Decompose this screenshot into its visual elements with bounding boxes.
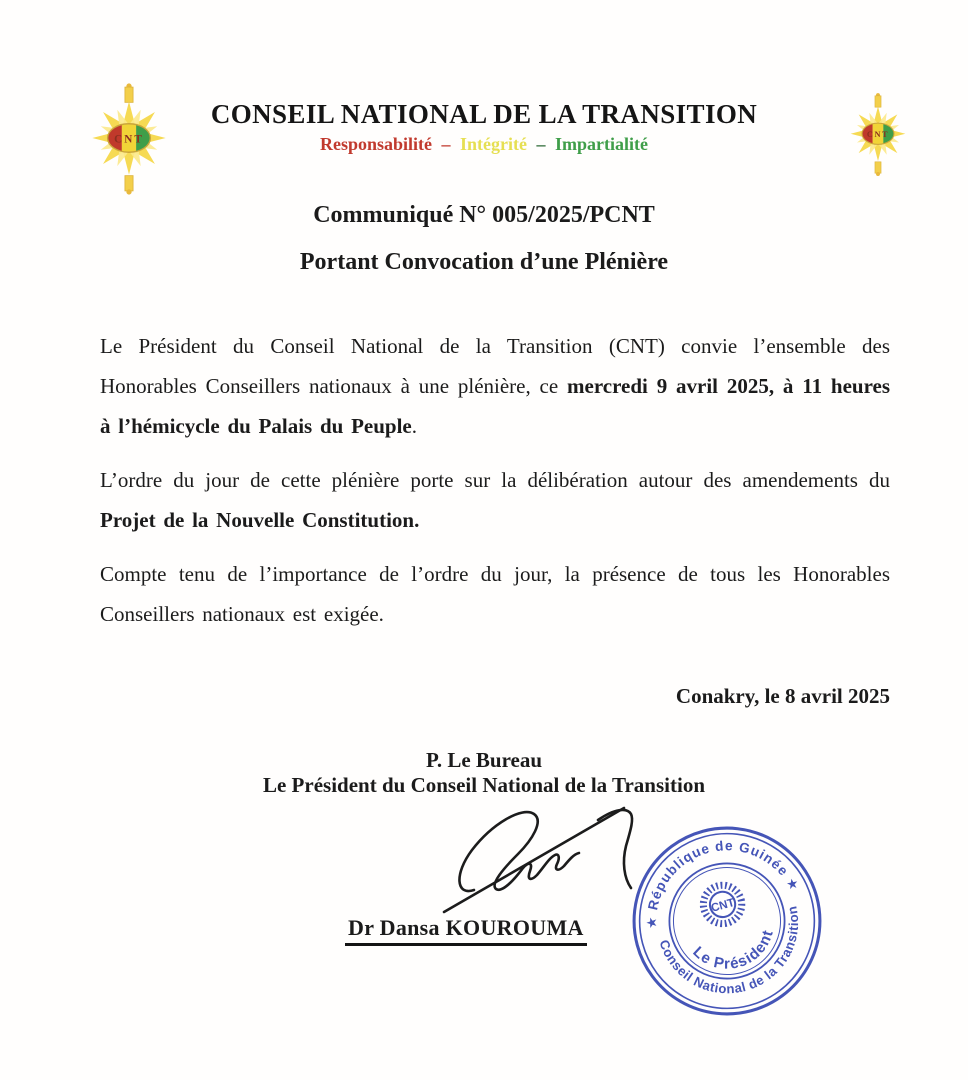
signatory-name: Dr Dansa KOUROUMA	[345, 915, 587, 946]
place-and-date: Conakry, le 8 avril 2025	[675, 684, 890, 708]
paragraph-2-text: L’ordre du jour de cette plénière porte sur la délibération autour des amendements du	[100, 468, 890, 492]
paragraph-3	[100, 554, 890, 634]
stamp-inner-title-text: Le Président	[689, 927, 777, 973]
motto-separator-1: –	[441, 134, 451, 154]
organization-title: CONSEIL NATIONAL DE LA TRANSITION	[210, 99, 758, 129]
logo-acronym: CNT	[866, 130, 890, 140]
logo-acronym: CNT	[114, 133, 144, 146]
signoff-president-title: Le Président du Conseil National de la Transition	[262, 773, 705, 797]
communique-number-title: Communiqué N° 005/2025/PCNT	[313, 202, 655, 228]
motto-impartialite: Impartialité	[555, 134, 648, 154]
paragraph-1-text: Le Président du Conseil National de la Transition (CNT) convie l’ensemble des Honorables Conseillers nationaux à une plénière, ce	[100, 334, 890, 398]
paragraph-2-bold-subject: Projet de la Nouvelle Constitution.	[100, 508, 420, 532]
paragraph-2	[100, 460, 890, 540]
stamp-bottom-arc-text: Conseil National de la Transition	[656, 904, 802, 997]
stamp-top-arc-text: ★ République de Guinée ★	[644, 838, 803, 930]
presidential-round-stamp	[626, 820, 828, 1022]
motto-responsabilite: Responsabilité	[320, 134, 433, 154]
communique-subject-title: Portant Convocation d’une Plénière	[299, 249, 669, 275]
paragraph-1	[100, 326, 890, 446]
motto-line	[0, 134, 968, 155]
paragraph-1-period: .	[411, 414, 417, 438]
motto-integrite: Intégrité	[460, 134, 528, 154]
paragraph-3-text: Compte tenu de l’importance de l’ordre du jour, la présence de tous les Honorables Conseillers nationaux est exigée.	[100, 562, 890, 626]
motto-separator-2: –	[536, 134, 546, 154]
signoff-block	[0, 748, 968, 798]
paragraph-1-bold-date: mercredi 9 avril 2025, à 11 heures à l’hémicycle du Palais du Peuple	[100, 374, 891, 438]
stamp-center-acronym: CNT	[709, 896, 737, 915]
signoff-bureau: P. Le Bureau	[425, 748, 543, 772]
document-body	[100, 326, 890, 648]
